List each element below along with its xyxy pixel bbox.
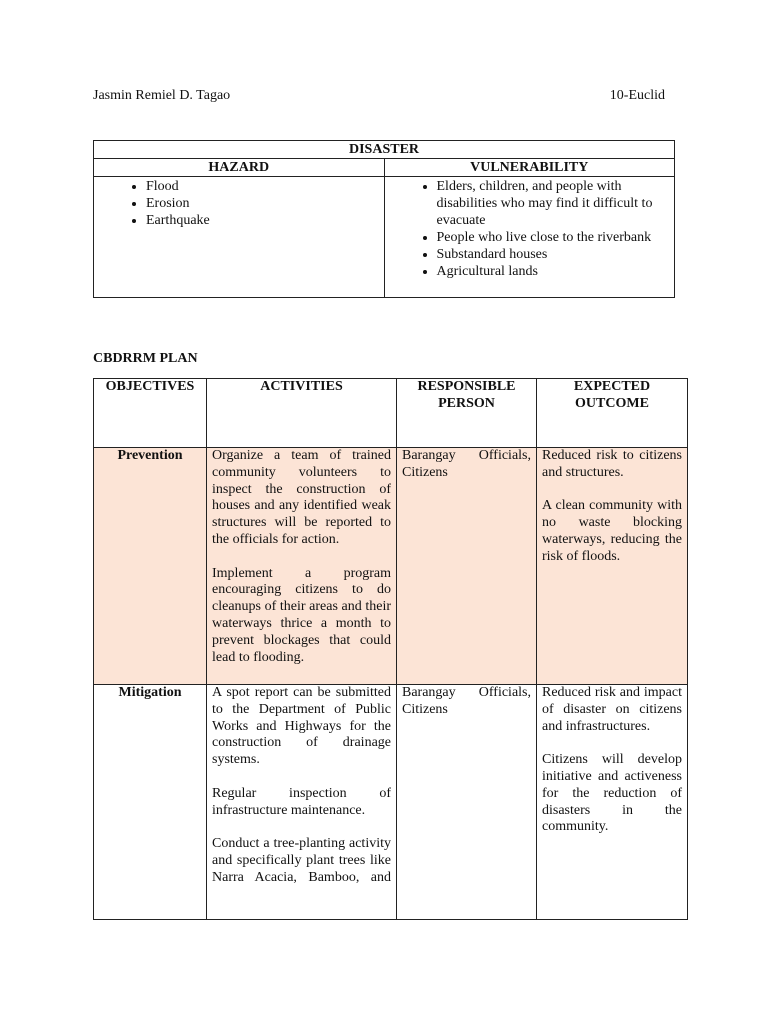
vulnerability-cell (384, 177, 675, 298)
objective-mitigation: Mitigation (94, 685, 207, 920)
outcome-text: Reduced risk to citizens and structures. (542, 448, 682, 480)
outcome-text: A clean community with no waste blocking waterways, reducing the risk of floods. (542, 498, 682, 564)
list-item: • Agricultural lands (437, 263, 675, 280)
list-item: • Erosion (146, 195, 384, 212)
outcome-text: Reduced risk and impact of disaster on citizens and infrastructures. (542, 685, 682, 734)
table-row (94, 685, 688, 920)
table-row (94, 448, 688, 685)
list-item: • People who live close to the riverbank (437, 229, 675, 246)
cbdrrm-plan-table (93, 378, 688, 920)
outcome-cell (537, 448, 688, 685)
activities-heading: ACTIVITIES (207, 379, 397, 448)
objective-prevention: Prevention (94, 448, 207, 685)
hazard-cell (94, 177, 385, 298)
activities-cell (207, 448, 397, 685)
outcome-text: Citizens will develop initiative and activeness for the reduction of disasters in the community. (542, 752, 682, 835)
responsible-text: Barangay Officials, Citizens (402, 448, 531, 480)
disaster-table-title: DISASTER (94, 141, 675, 159)
student-section: 10-Euclid (609, 88, 665, 103)
vulnerability-heading: VULNERABILITY (384, 159, 675, 177)
student-name: Jasmin Remiel D. Tagao (93, 88, 231, 103)
list-item: • Flood (146, 178, 384, 195)
outcome-cell (537, 685, 688, 920)
list-item: • Elders, children, and people with disabilities who may find it difficult to evacuate (437, 178, 675, 229)
list-item: • Earthquake (146, 212, 384, 229)
activity-text: Regular inspection of infrastructure maintenance. (212, 785, 391, 818)
activity-text: Organize a team of trained community volunteers to inspect the construction of houses and any identified weak structures will be reported to the officials for action. (212, 448, 391, 547)
vulnerability-list (385, 178, 675, 280)
document-header (93, 88, 665, 104)
activity-text: Conduct a tree-planting activity and specifically plant trees like Narra Acacia, Bamboo, and (212, 836, 391, 885)
objectives-heading: OBJECTIVES (94, 379, 207, 448)
hazard-list (94, 178, 384, 229)
responsible-cell (397, 685, 537, 920)
list-item: • Substandard houses (437, 246, 675, 263)
responsible-heading: RESPONSIBLE PERSON (397, 379, 537, 448)
hazard-heading: HAZARD (94, 159, 385, 177)
outcome-heading: EXPECTED OUTCOME (537, 379, 688, 448)
responsible-text: Barangay Officials, Citizens (402, 685, 531, 717)
disaster-table (93, 140, 675, 298)
responsible-cell (397, 448, 537, 685)
activities-cell (207, 685, 397, 920)
plan-title: CBDRRM PLAN (93, 351, 198, 366)
activity-text: Implement a program encouraging citizens to do cleanups of their areas and their waterways thrice a month to prevent blockages that could lead to flooding. (212, 565, 391, 665)
activity-text: A spot report can be submitted to the Department of Public Works and Highways for the construction of drainage systems. (212, 685, 391, 768)
